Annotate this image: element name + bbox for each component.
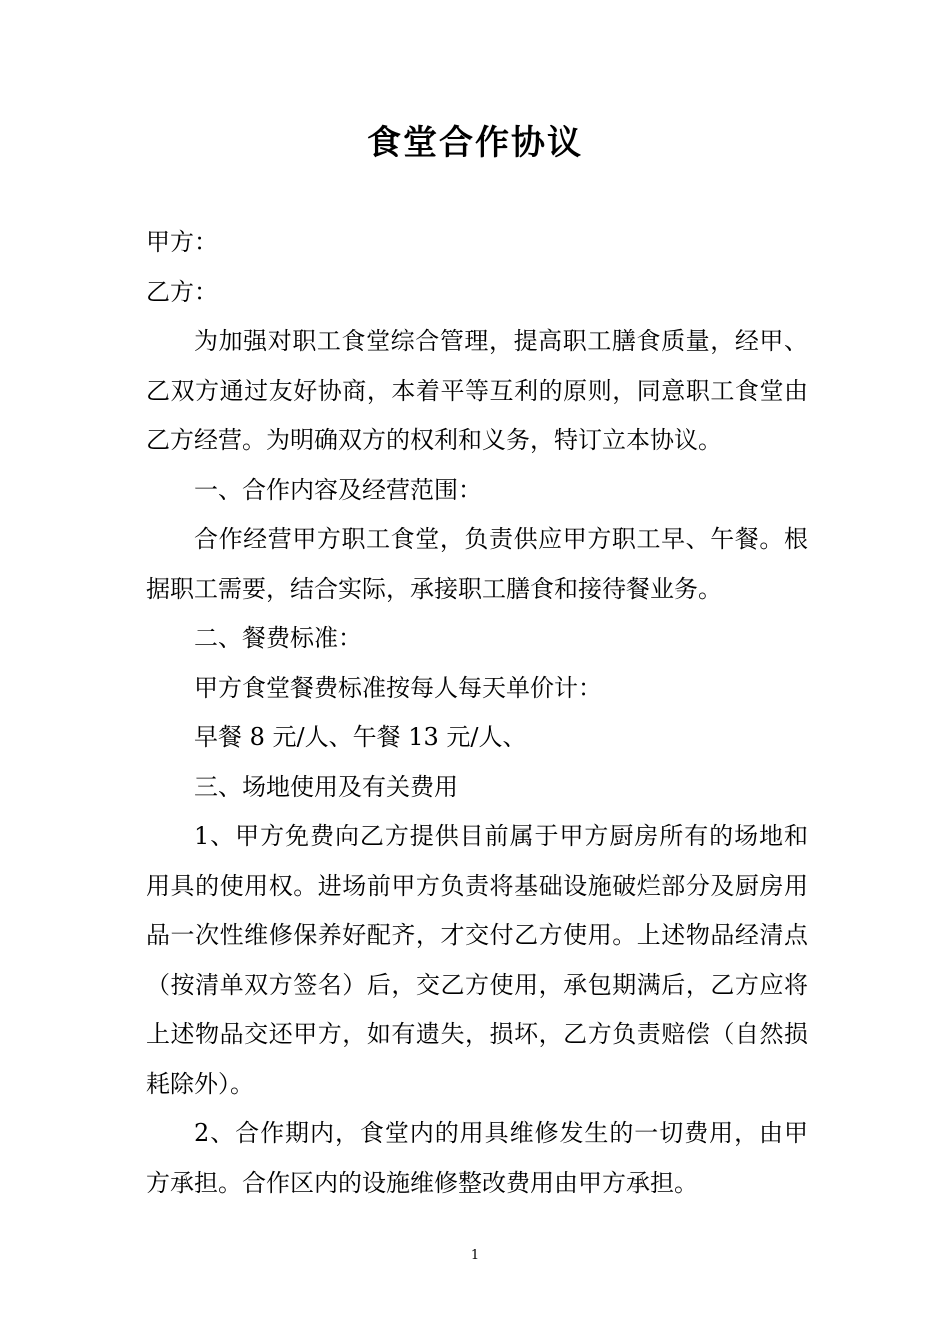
- document-body: [146, 218, 808, 1208]
- party-b-line: 乙方：: [146, 277, 218, 306]
- venue-clause-1: 1、甲方免费向乙方提供目前属于甲方厨房所有的场地和用具的使用权。进场前甲方负责将基础设施破烂部分及厨房用品一次性维修保养好配齐，才交付乙方使用。上述物品经清点（按清单双方签名）后，交乙方使用，承包期满后，乙方应将上述物品交还甲方，如有遗失，损坏，乙方负责赔偿（自然损耗除外）。: [146, 822, 808, 1098]
- page-number: 1: [470, 1248, 480, 1263]
- meal-fee-paragraph: 甲方食堂餐费标准按每人每天单价计：: [194, 673, 602, 702]
- party-a-line: 甲方：: [146, 228, 218, 256]
- venue-clause-2: 2、合作期内，食堂内的用具维修发生的一切费用，由甲方承担。合作区内的设施维修整改费用由甲方承担。: [146, 1119, 808, 1197]
- preamble-paragraph: 为加强对职工食堂综合管理，提高职工膳食质量，经甲、乙双方通过友好协商，本着平等互利的原则，同意职工食堂由乙方经营。为明确双方的权利和义务，特订立本协议。: [146, 327, 808, 454]
- section-heading-venue-costs: 三、场地使用及有关费用: [194, 772, 458, 801]
- document-title: 食堂合作协议: [367, 123, 583, 163]
- cooperation-scope-paragraph: 合作经营甲方职工食堂，负责供应甲方职工早、午餐。根据职工需要，结合实际，承接职工膳食和接待餐业务。: [146, 525, 808, 603]
- section-heading-meal-fee: 二、餐费标准：: [194, 624, 362, 652]
- section-heading-cooperation-scope: 一、合作内容及经营范围：: [194, 475, 482, 504]
- meal-price-line: 早餐 8 元/人、午餐 13 元/人、: [194, 723, 527, 751]
